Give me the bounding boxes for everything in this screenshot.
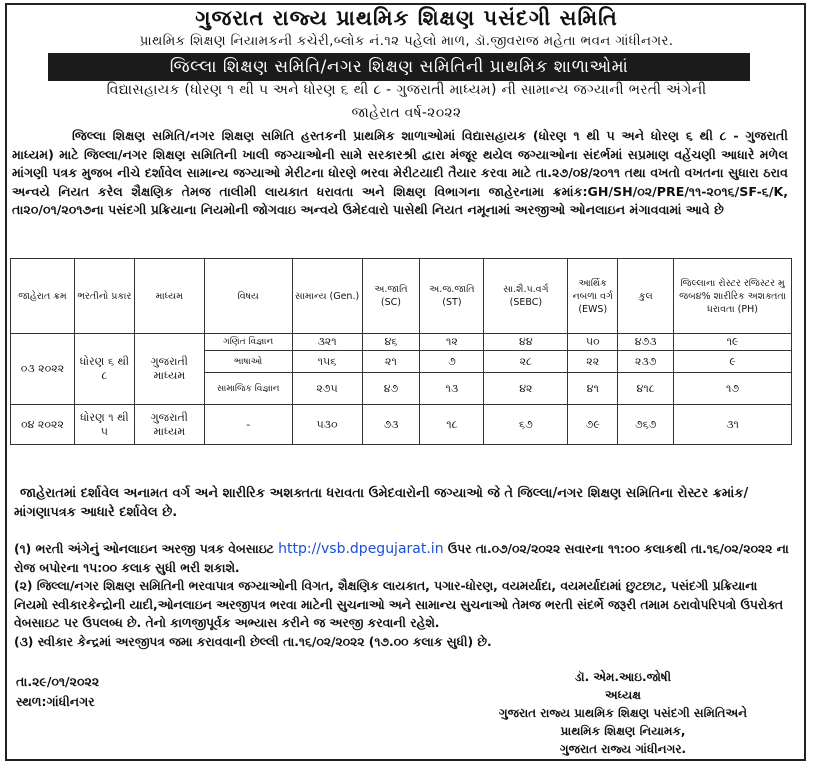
signatory-name: ડૉ. એમ.આઇ.જોષી	[574, 670, 672, 684]
ph-cell: ૯	[674, 351, 792, 373]
type-cell: ધોરણ ૬ થી ૮	[74, 334, 134, 405]
ph-cell: ૧૯	[674, 334, 792, 351]
header-subject: વિષય	[204, 259, 292, 334]
vacancy-table	[10, 258, 792, 445]
committee-title: ગુજરાત રાજ્ય પ્રાથમિક શિક્ષણ પસંદગી સમિતિ	[195, 6, 618, 30]
ews-cell: ૭૯	[568, 405, 618, 445]
sebc-cell: ૬૭	[484, 405, 568, 445]
notice-date: તા.૨૯/૦૧/૨૦૨૨	[16, 674, 100, 689]
instruction-item-1	[14, 540, 794, 577]
medium-cell: ગુજરાતી માધ્યમ	[134, 405, 204, 445]
header-gen: સામાન્ય (Gen.)	[292, 259, 362, 334]
reserved-note-text: જાહેરાતમાં દર્શાવેલ અનામત વર્ગ અને શારીરિક અશક્તતા ધરાવતા ઉમેદવારોની જગ્યાઓ જે તે જિલ્લા/નગર શિક્ષણ સમિતિના રોસ્ટર ક્રમાંક/માંગણાપત્રક આધારે દર્શાવેલ છે.	[14, 486, 749, 520]
table-row	[11, 405, 792, 445]
ews-cell: ૨૨	[568, 351, 618, 373]
sebc-cell: ૪૨	[484, 373, 568, 405]
type-cell: ધોરણ ૧ થી ૫	[74, 405, 134, 445]
st-cell: ૧૩	[420, 373, 484, 405]
total-cell: ૪૧૮	[618, 373, 674, 405]
sc-cell: ૪૭	[362, 373, 420, 405]
ph-cell: ૩૧	[674, 405, 792, 445]
ad-no-cell: ૦૩ ૨૦૨૨	[11, 334, 75, 405]
item1-prefix: (૧) ભરતી અંગેનું ઓનલાઇન અરજી પત્રક વેબસાઇટ	[14, 542, 274, 556]
intro-text: જિલ્લા શિક્ષણ સમિતિ/નગર શિક્ષણ સમિતિ હસ્તકની પ્રાથમિક શાળાઓમાં વિદ્યાસહાયક (ધોરણ ૧ થી ૫ અને ધોરણ ૬ થી ૮ - ગુજરાતી માધ્યમ) માટે જિલ્લા/નગર શિક્ષણ સમિતિની ખાલી જગ્યાઓની સામે સરકારશ્રી દ્વારા મંજૂર થયેલ જગ્યાઓના સંદર્ભમાં સપ્રમાણ વહેંચણી આધારે મળેલ માંગણી પત્રક મુજબ નીચે દર્શાવેલ સામાન્ય જગ્યાઓ મેરીટના ધોરણે ભરવા મેરીટયાદી તૈયાર કરવા માટે તા.૨૭/૦૪/૨૦૧૧ તથા વખતો વખતના સુધારા ઠરાવ અન્વયે નિયત કરેલ શૈક્ષણિક તેમજ તાલીમી લાયકાત ધરાવતા અને શિક્ષણ વિભાગના જાહેરનામા ક્રમાંક:GH/SH/૦૨/PRE/૧૧-૨૦૧૬/SF-૬/K, તા૨૦/૦૧/૨૦૧૭ના પસંદગી પ્રક્રિયાના નિયમોની જોગવાઇ અન્વયે ઉમેદવારો પાસેથી નિયત નમૂનામાં અરજીઓ ઓનલાઇન મંગાવવામાં આવે છે	[12, 128, 788, 217]
ad-no-cell: ૦૪ ૨૦૨૨	[11, 405, 75, 445]
advertisement-year: જાહેરાત વર્ષ-૨૦૨૨	[351, 105, 462, 121]
sebc-cell: ૨૮	[484, 351, 568, 373]
ews-cell: ૫૦	[568, 334, 618, 351]
sc-cell: ૪૬	[362, 334, 420, 351]
header-type: ભરતીનો પ્રકાર	[74, 259, 134, 334]
header-total: કુલ	[618, 259, 674, 334]
instruction-item-2: (૨) જિલ્લા/નગર શિક્ષણ સમિતિની ભરવાપાત્ર જગ્યાઓની વિગત, શૈક્ષણિક લાયકાત, પગાર-ધોરણ, વયમર્યાદા, વયમર્યાદામાં છુટછાટ, પસંદગી પ્રક્રિયાના નિયમો સ્વીકારકેન્દ્રોની યાદી,ઓનલાઇન અરજીપત્ર ભરવા માટેની સુચનાઓ અને સામાન્ય સુચનાઓ તેમજ ભરતી સંદર્ભે જરૂરી તમામ ઠરાવોપરિપત્રો ઉપરોક્ત વેબસાઇટ પર ઉપલબ્ધ છે. તેનો કાળજીપૂર્વક અભ્યાસ કરીને જ અરજી કરવાની રહેશે.	[14, 579, 784, 630]
signatory-org-1: ગુજરાત રાજ્ય પ્રાથમિક શિક્ષણ પસંદગી સમિતિઅને	[498, 706, 748, 720]
signature-block	[473, 668, 773, 758]
subject-cell: સામાજિક વિજ્ઞાન	[204, 373, 292, 405]
banner-heading: જિલ્લા શિક્ષણ સમિતિ/નગર શિક્ષણ સમિતિની પ્રાથમિક શાળાઓમાં	[48, 53, 750, 81]
header-ph: જિલ્લાના રોસ્ટર રજિસ્ટર મુ જબ૪% શારીરિક અશક્તતા ધરાવતા (PH)	[674, 259, 792, 334]
medium-cell: ગુજરાતી માધ્યમ	[134, 334, 204, 405]
header-ad-no: જાહેરાત ક્રમ	[11, 259, 75, 334]
header-ews: આર્થિક નબળા વર્ગ (EWS)	[568, 259, 618, 334]
instruction-item-3: (૩) સ્વીકાર કેન્દ્રમાં અરજીપત્ર જમા કરાવવાની છેલ્લી તા.૧૬/૦૨/૨૦૨૨ (૧૭.૦૦ કલાક સુધી) છે.	[14, 634, 492, 649]
total-cell: ૨૩૭	[618, 351, 674, 373]
signatory-org-2: પ્રાથમિક શિક્ષણ નિયામક,	[560, 724, 686, 738]
recruitment-subtitle: વિદ્યાસહાયક (ધોરણ ૧ થી ૫ અને ધોરણ ૬ થી ૮ - ગુજરાતી માધ્યમ) ની સામાન્ય જગ્યાની ભરતી અંગેની	[106, 82, 707, 98]
subject-cell: ગણિત વિજ્ઞાન	[204, 334, 292, 351]
office-address: પ્રાથમિક શિક્ષણ નિયામકની કચેરી,બ્લોક નં.૧૨ પહેલો માળ, ડૉ.જીવરાજ મહેતા ભવન ગાંધીનગર.	[139, 33, 674, 49]
sc-cell: ૨૧	[362, 351, 420, 373]
instruction-list	[14, 540, 794, 651]
total-cell: ૭૬૭	[618, 405, 674, 445]
header-sc: અ.જાતિ (SC)	[362, 259, 420, 334]
st-cell: ૧૨	[420, 334, 484, 351]
header-sebc: સા.શૈ.પ.વર્ગ (SEBC)	[484, 259, 568, 334]
reserved-note	[14, 484, 790, 522]
header-medium: માધ્યમ	[134, 259, 204, 334]
subject-cell: ભાષાઓ	[204, 351, 292, 373]
application-website-link[interactable]: http://vsb.dpegujarat.in	[278, 541, 444, 557]
subject-cell: -	[204, 405, 292, 445]
notice-place: સ્થળ:ગાંધીનગર	[16, 694, 95, 709]
st-cell: ૭	[420, 351, 484, 373]
item1-suffix: ઉપર તા.૦૭/૦૨/૨૦૨૨ સવારના ૧૧:૦૦ કલાકથી તા.૧૬/૦૨/૨૦૨૨ ના રોજ બપોરના ૧૫:૦૦ કલાક સુધી ભરી શકાશે.	[14, 542, 789, 575]
sebc-cell: ૪૪	[484, 334, 568, 351]
table-row	[11, 334, 792, 351]
ph-cell: ૧૭	[674, 373, 792, 405]
sc-cell: ૭૩	[362, 405, 420, 445]
header-st: અ.જ.જાતિ (ST)	[420, 259, 484, 334]
table-header-row	[11, 259, 792, 334]
gen-cell: ૧૫૬	[292, 351, 362, 373]
gen-cell: ૨૭૫	[292, 373, 362, 405]
gen-cell: ૩૨૧	[292, 334, 362, 351]
gen-cell: ૫૩૦	[292, 405, 362, 445]
intro-paragraph	[12, 127, 788, 220]
total-cell: ૪૭૩	[618, 334, 674, 351]
st-cell: ૧૮	[420, 405, 484, 445]
date-place-block	[16, 672, 99, 712]
ews-cell: ૪૧	[568, 373, 618, 405]
signatory-org-3: ગુજરાત રાજ્ય ગાંધીનગર.	[559, 742, 687, 756]
signatory-designation: અધ્યક્ષ	[605, 688, 641, 702]
